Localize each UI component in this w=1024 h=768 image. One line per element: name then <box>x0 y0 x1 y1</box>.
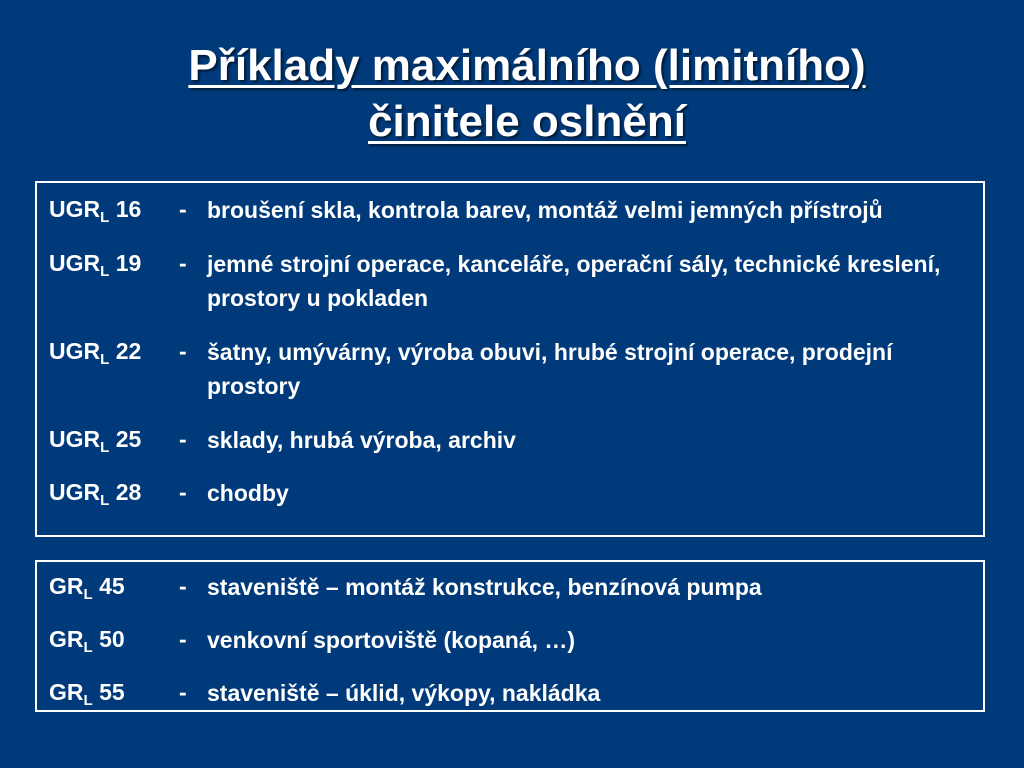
code-prefix: GR <box>49 626 84 652</box>
code-subscript: L <box>100 492 110 509</box>
ugr-row-25 <box>37 423 983 457</box>
gr-code <box>37 676 177 708</box>
code-prefix: GR <box>49 679 84 705</box>
code-subscript: L <box>83 639 93 656</box>
gr-row-45 <box>37 570 983 604</box>
ugr-description: jemné strojní operace, kanceláře, operační sály, technické kreslení, prostory u pokladen <box>207 251 941 311</box>
slide-title <box>0 38 1024 150</box>
code-value: 25 <box>115 426 142 452</box>
ugr-code <box>37 423 177 455</box>
code-value: 16 <box>115 196 142 222</box>
ugr-code <box>37 476 177 508</box>
code-subscript: L <box>100 263 110 280</box>
slide-title-line-1: Příklady maximálního (limitního) <box>188 41 866 90</box>
ugr-code <box>37 335 177 367</box>
ugr-code <box>37 247 177 279</box>
dash: - <box>179 426 187 452</box>
code-subscript: L <box>83 586 93 603</box>
code-value: 50 <box>99 626 125 652</box>
slide-title-line-2: činitele oslnění <box>368 97 686 146</box>
code-prefix: UGR <box>49 479 101 505</box>
dash: - <box>179 679 187 705</box>
ugr-row-16 <box>37 193 983 227</box>
ugr-row-28 <box>37 476 983 510</box>
gr-code <box>37 570 177 602</box>
gr-row-50 <box>37 623 983 657</box>
dash: - <box>179 196 187 222</box>
code-prefix: GR <box>49 573 84 599</box>
dash: - <box>179 250 187 276</box>
ugr-table <box>35 181 985 537</box>
gr-table <box>35 560 985 712</box>
dash: - <box>179 573 187 599</box>
code-value: 45 <box>99 573 125 599</box>
code-subscript: L <box>100 209 110 226</box>
ugr-description: šatny, umývárny, výroba obuvi, hrubé strojní operace, prodejní prostory <box>207 339 893 399</box>
ugr-row-19 <box>37 247 983 315</box>
dash: - <box>179 338 187 364</box>
code-value: 55 <box>99 679 125 705</box>
ugr-description: chodby <box>207 480 289 506</box>
gr-code <box>37 623 177 655</box>
code-value: 28 <box>115 479 142 505</box>
ugr-row-22 <box>37 335 983 403</box>
code-prefix: UGR <box>49 338 101 364</box>
ugr-description: broušení skla, kontrola barev, montáž velmi jemných přístrojů <box>207 197 883 223</box>
code-subscript: L <box>100 439 110 456</box>
code-value: 19 <box>115 250 142 276</box>
ugr-description: sklady, hrubá výroba, archiv <box>207 427 516 453</box>
code-subscript: L <box>83 692 93 709</box>
ugr-code <box>37 193 177 225</box>
code-prefix: UGR <box>49 250 101 276</box>
dash: - <box>179 626 187 652</box>
gr-description: staveniště – úklid, výkopy, nakládka <box>207 680 601 706</box>
gr-description: staveniště – montáž konstrukce, benzínová pumpa <box>207 574 762 600</box>
code-prefix: UGR <box>49 196 101 222</box>
gr-description: venkovní sportoviště (kopaná, …) <box>207 627 576 653</box>
code-prefix: UGR <box>49 426 101 452</box>
dash: - <box>179 479 187 505</box>
gr-row-55 <box>37 676 983 710</box>
code-subscript: L <box>100 351 110 368</box>
code-value: 22 <box>115 338 142 364</box>
